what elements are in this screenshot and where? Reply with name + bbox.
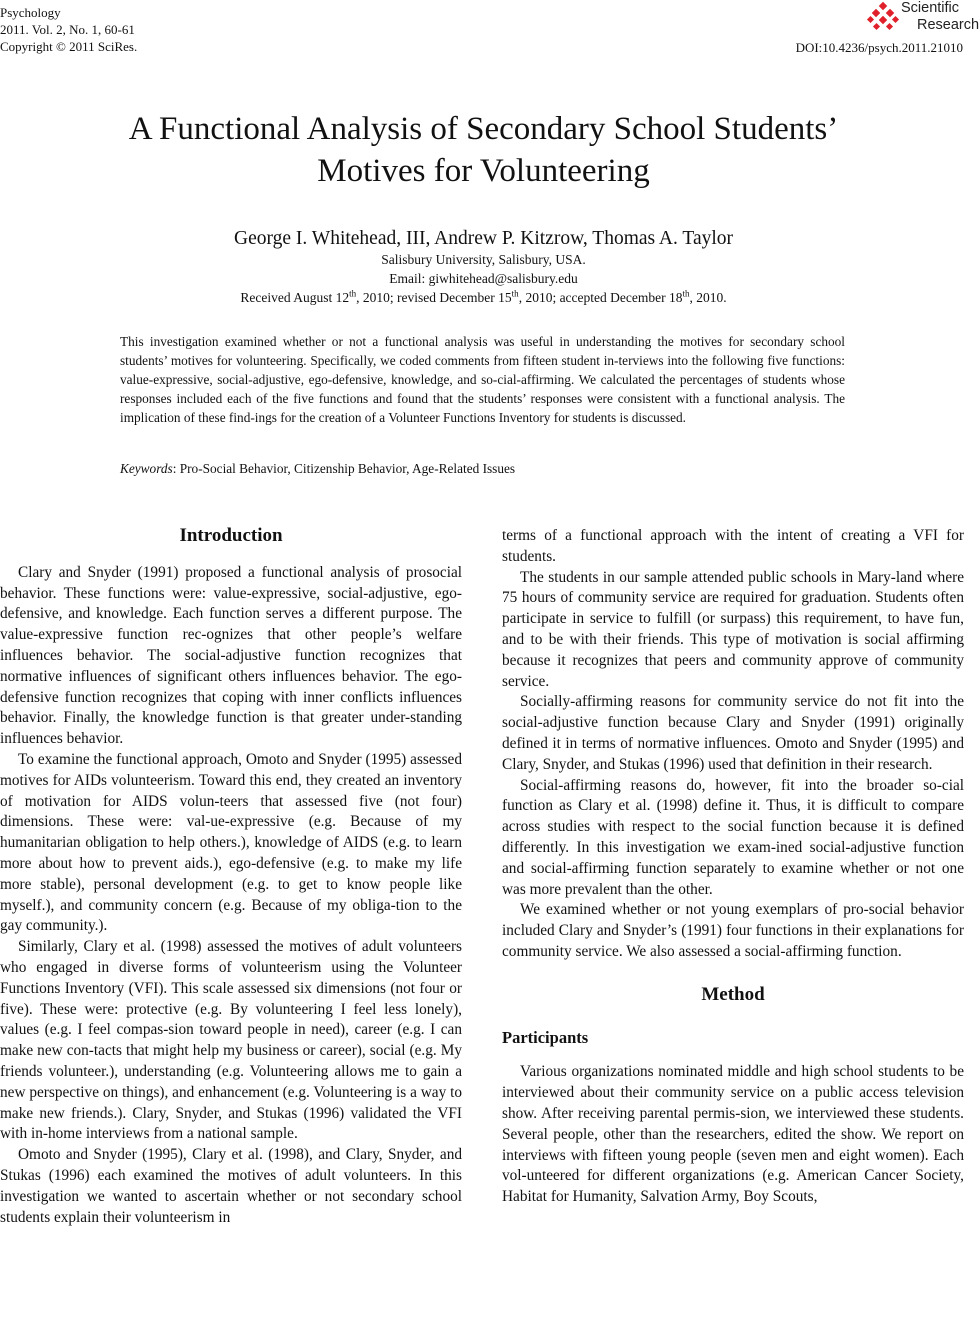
keywords-label: Keywords (120, 461, 173, 476)
received-dates: Received August 12th, 2010; revised December 15th, 2010; accepted December 18th, 2010. (240, 288, 727, 305)
logo-word-1: Scientific (901, 0, 960, 16)
body-paragraph: Omoto and Snyder (1995), Clary et al. (1998), and Clary, Snyder, and Stukas (1996) each examined the motives of adult volunteers. In this investigation we wanted to ascertain whether or not secondary school students explain their volunteerism in (0, 1146, 462, 1226)
logo-word-2: Research (917, 17, 979, 33)
title-line-1: A Functional Analysis of Secondary School Students’ (128, 111, 839, 147)
scientific-research-logo-icon (867, 2, 901, 34)
doi: DOI:10.4236/psych.2011.21010 (795, 40, 963, 55)
right-column (502, 526, 964, 1208)
body-paragraph: Social-affirming reasons do, however, fit into the broader so-cial function as Clary et al. (1998) define it. Thus, it is difficult to compare across studies with respect to the social function because it is defined differently. In this investigation we exam-ined social-adjustive function and social-affirming function separately to examine whether or not one was more prevalent than the other. (502, 776, 964, 898)
body-paragraph: We examined whether or not young exemplars of pro-social behavior included Clary and Snyder’s (1991) four functions in their explanations for community service. We also assessed a social-affirming function. (502, 901, 964, 960)
body-paragraph: Socially-affirming reasons for community service do not fit into the social-adjustive function because Clary and Snyder (1991) originally defined it in terms of normative influences. Omoto and Snyder (1995) and Clary, Snyder, and Stukas (1996) used that definition in their research. (502, 693, 964, 773)
participants-heading: Participants (502, 1027, 589, 1047)
body-paragraph: Clary and Snyder (1991) proposed a functional analysis of prosocial behavior. These functions were: value-expressive, social-adjustive, ego-defensive, and knowledge. Each function serves a different purpose. The value-expressive function rec-ognizes that other people’s welfare influences behavior. The social-adjustive function recognizes that normative influences of significant others influences behavior. The ego-defensive function recognizes that coping with inner conflicts influences behavior. Finally, the knowledge function is that greater under-standing influences behavior. (0, 563, 462, 748)
title-line-2: Motives for Volunteering (317, 153, 650, 189)
left-column (0, 526, 462, 1228)
body-paragraph: To examine the functional approach, Omoto and Snyder (1995) assessed motives for AIDs volunteerism. Toward this end, they created an inventory of motivation for AIDS volun-teers that assessed five (not four) dimensions. These were: val-ue-expressive (e.g. Because of my humanitarian obligation to help others.), knowledge of AIDS (e.g. to learn more about how to prevent aids.), ego-defensive (e.g. to make my life more stable), personal development (e.g. to get to know people like myself.), and community concern (e.g. Because of my obliga-tion to the gay community.). (0, 750, 462, 935)
author-list: George I. Whitehead, III, Andrew P. Kitzrow, Thomas A. Taylor (233, 228, 734, 249)
method-heading: Method (701, 983, 765, 1005)
journal-name: Psychology (0, 5, 61, 20)
keywords (120, 461, 845, 477)
abstract: This investigation examined whether or not a functional analysis was useful in understanding the motives for secondary school students’ motives for volunteering. Specifically, we coded comments from fifteen student in-terviews into the following five functions: value-expressive, social-adjustive, ego-defensive, knowledge, and so-cial-affirming. We calculated the percentages of students whose responses included each of the five functions and found that the students’ responses were consistent with a functional analysis. The implication of these find-ings for the creation of a Volunteer Functions Inventory for students is discussed. (120, 334, 845, 425)
logo-wordmark (901, 0, 979, 34)
publisher-logo (867, 0, 979, 38)
body-paragraph: The students in our sample attended public schools in Mary-land where 75 hours of community service are required for graduation. Students often participate in service to fulfill (or surpass) this requirement, to have fun, and to be with their friends. This type of motivation is social affirming because it recognizes that peers and community approve of community service. (502, 568, 964, 690)
body-paragraph: Similarly, Clary et al. (1998) assessed the motives of adult volunteers who engaged in diverse forms of volunteerism using the Volunteer Functions Inventory (VFI). This scale assessed six dimensions (not four or five). These were: protective (e.g. By volunteering I feel less lonely), values (e.g. I feel compas-sion toward people in need), career (e.g. I can make new con-tacts that might help my business or career), social (e.g. My friends volunteer.), understanding (e.g. Volunteering allows me to gain a new perspective on things), and enhancement (e.g. Volunteering is a way to make new friends.). Clary, Snyder, and Stukas (1996) validated the VFI with in-home interviews from a national sample. (0, 938, 462, 1143)
journal-volume: 2011. Vol. 2, No. 1, 60-61 (0, 22, 135, 37)
body-paragraph: terms of a functional approach with the intent of creating a VFI for students. (502, 527, 964, 565)
running-header (0, 4, 137, 55)
keywords-text: : Pro-Social Behavior, Citizenship Behavior, Age-Related Issues (172, 461, 516, 476)
copyright-line: Copyright © 2011 SciRes. (0, 39, 138, 54)
introduction-heading: Introduction (179, 525, 283, 546)
paper-title (0, 108, 967, 192)
affiliation: Salisbury University, Salisbury, USA. (381, 252, 586, 267)
email: Email: giwhitehead@salisbury.edu (389, 271, 578, 286)
author-meta (0, 250, 967, 307)
body-paragraph: Various organizations nominated middle and high school students to be interviewed about their community service on a public access television show. After receiving parental permis-sion, we interviewed these students. Several people, other than the researchers, edited the show. We report on interviews with fifteen young people (seven men and eight women). Each vol-unteered for different organizations (e.g. American Cancer Society, Habitat for Humanity, Salvation Army, Boy Scouts, (502, 1063, 964, 1206)
